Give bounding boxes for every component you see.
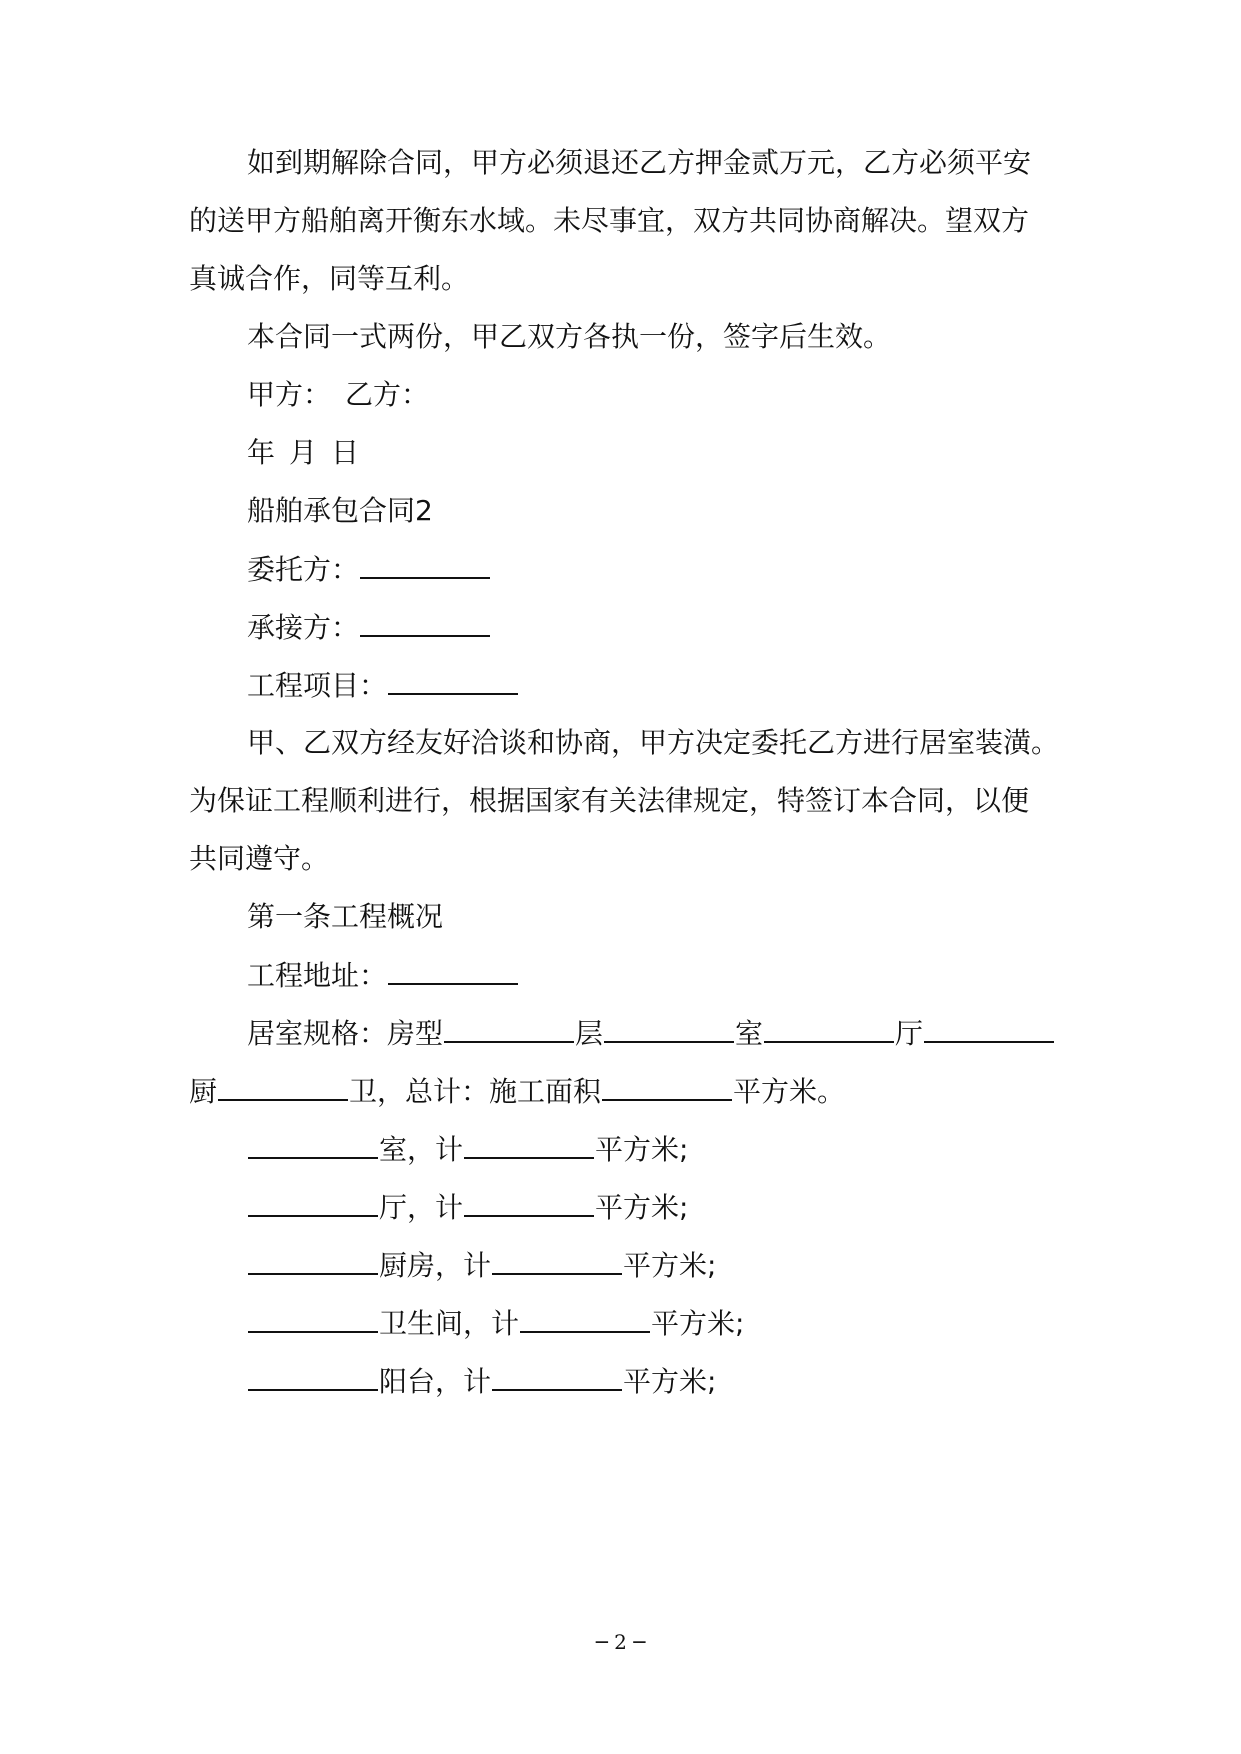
signature-line bbox=[0, 375, 1241, 415]
paragraph-line: 的送甲方船舶离开衡东水域。未尽事宜，双方共同协商解决。望双方 bbox=[189, 204, 1030, 237]
fill-blank bbox=[444, 1013, 574, 1043]
fill-blank bbox=[218, 1071, 348, 1101]
area-row: 阳台，计 平方米; bbox=[0, 1361, 1241, 1402]
paragraph-line: 本合同一式两份，甲乙双方各执一份，签字后生效。 bbox=[247, 320, 892, 353]
page-number: ─ 2 ─ bbox=[595, 1630, 646, 1654]
fill-blank bbox=[764, 1013, 894, 1043]
fill-blank bbox=[360, 607, 490, 637]
fill-blank bbox=[388, 665, 518, 695]
paragraph-line: 真诚合作，同等互利。 bbox=[189, 262, 470, 295]
client-line: 委托方： bbox=[0, 549, 1241, 590]
fill-blank bbox=[360, 549, 490, 579]
article-heading: 第一条工程概况 bbox=[247, 900, 444, 933]
spec-line: 居室规格：房型 层 室 厅 bbox=[0, 1013, 1241, 1054]
date-line: 年 月 日 bbox=[247, 436, 360, 469]
paragraph-line: 共同遵守。 bbox=[189, 842, 330, 875]
spec-line: 厨 卫，总计：施工面积 平方米。 bbox=[0, 1071, 1241, 1112]
fill-blank bbox=[388, 955, 518, 985]
area-row: 室，计 平方米; bbox=[0, 1129, 1241, 1170]
fill-blank bbox=[248, 1245, 378, 1275]
paragraph-line: 甲、乙双方经友好洽谈和协商，甲方决定委托乙方进行居室装潢。 bbox=[247, 726, 1060, 759]
fill-blank bbox=[464, 1129, 594, 1159]
contract-title: 船舶承包合同2 bbox=[247, 494, 433, 527]
project-line: 工程项目： bbox=[0, 665, 1241, 706]
fill-blank bbox=[492, 1245, 622, 1275]
area-row: 卫生间，计 平方米; bbox=[0, 1303, 1241, 1344]
paragraph-line: 如到期解除合同，甲方必须退还乙方押金贰万元，乙方必须平安 bbox=[247, 146, 1032, 179]
fill-blank bbox=[520, 1303, 650, 1333]
fill-blank bbox=[602, 1071, 732, 1101]
fill-blank bbox=[248, 1361, 378, 1391]
area-row: 厨房，计 平方米; bbox=[0, 1245, 1241, 1286]
area-row: 厅，计 平方米; bbox=[0, 1187, 1241, 1228]
party-a-label: 甲方： bbox=[247, 378, 332, 411]
fill-blank bbox=[604, 1013, 734, 1043]
fill-blank bbox=[492, 1361, 622, 1391]
fill-blank bbox=[248, 1303, 378, 1333]
address-line: 工程地址： bbox=[0, 955, 1241, 996]
fill-blank bbox=[464, 1187, 594, 1217]
fill-blank bbox=[924, 1013, 1054, 1043]
fill-blank bbox=[248, 1129, 378, 1159]
party-b-label: 乙方： bbox=[345, 378, 430, 411]
paragraph-line: 为保证工程顺利进行，根据国家有关法律规定，特签订本合同，以便 bbox=[189, 784, 1030, 817]
fill-blank bbox=[248, 1187, 378, 1217]
contractor-line: 承接方： bbox=[0, 607, 1241, 648]
